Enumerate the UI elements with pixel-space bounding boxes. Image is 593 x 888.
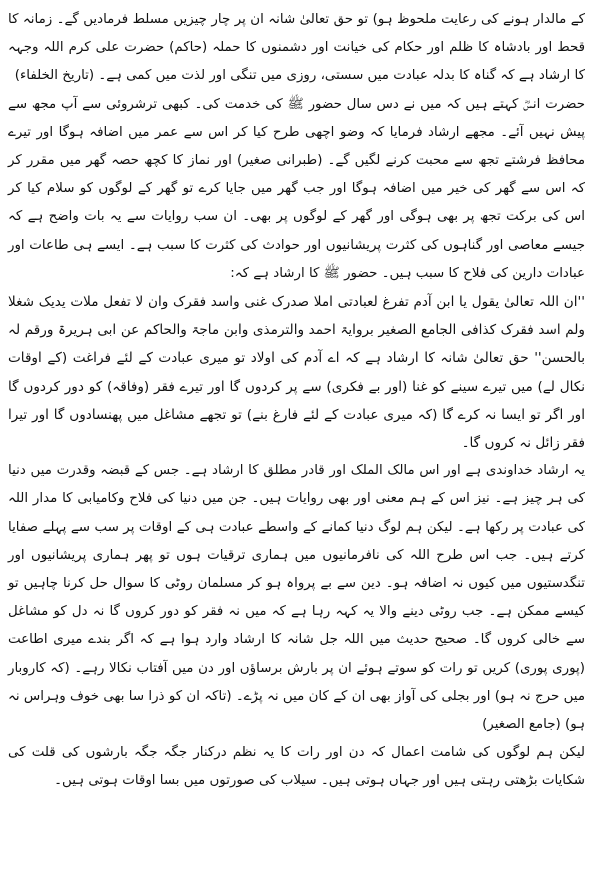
paragraph-1: کے مالدار ہونے کی رعایت ملحوظ ہو) تو حق تعالیٰ شانہ ان پر چار چیزیں مسلط فرمادیں گے۔ زمانہ کا قحط اور بادشاہ کا ظلم اور حکام کی خیانت اور دشمنوں کا حملہ (حاکم) حضرت علی کرم اللہ وجہہ کا ارشاد ہے کہ گناہ کا بدلہ عبادت میں سستی، روزی میں تنگی اور لذت میں کمی ہے۔ (تاریخ الخلفاء) (8, 12, 585, 84)
paragraph-4: یہ ارشاد خداوندی ہے اور اس مالک الملک اور قادر مطلق کا ارشاد ہے۔ جس کے قبضہ وقدرت میں دنیا کی ہر چیز ہے۔ نیز اس کے ہم معنی اور بھی روایات ہیں۔ جن میں دنیا کی فلاح وکامیابی کا مدار اللہ کی عبادت پر رکھا ہے۔ لیکن ہم لوگ دنیا کمانے کے واسطے عبادت ہی کے اوقات پر سب سے پہلے صفایا کرتے ہیں۔ جب اس طرح اللہ کی نافرمانیوں میں ہماری ترقیات ہوں تو پھر ہماری پریشانیوں اور تنگدستیوں میں کیوں نہ اضافہ ہو۔ دین سے بے پرواہ ہو کر مسلمان روٹی کا سوال حل کرنا چاہیں تو کیسے ممکن ہے۔ جب روٹی دینے والا یہ کہہ رہا ہے کہ میں نہ فقر کو دور کروں گا نہ دل کو مشاغل سے خالی کروں گا۔ صحیح حدیث میں اللہ جل شانہ کا ارشاد وارد ہوا ہے کہ اگر بندے میری اطاعت (پوری پوری) کریں تو رات کو سوتے ہوئے ان پر بارش برساؤں اور دن میں آفتاب نکالا رہے۔ (کہ کاروبار میں حرج نہ ہو) اور بجلی کی آواز بھی ان کے کان میں نہ پڑے۔ (تاکہ ان کو ذرا سا بھی خوف وہراس نہ ہو) (جامع الصغیر) (8, 463, 585, 733)
paragraph-2: حضرت انسؓ کہتے ہیں کہ میں نے دس سال حضور ﷺ کی خدمت کی۔ کبھی ترشروئی سے آپ مجھ سے پیش نہیں آئے۔ مجھے ارشاد فرمایا کہ وضو اچھی طرح کیا کر اس سے عمر میں اضافہ ہوگا اور تیرے محافظ فرشتے تجھ سے محبت کرنے لگیں گے۔ (طبرانی صغیر) اور نماز کا کچھ حصہ گھر میں مقرر کر کہ اس سے گھر کی خیر میں اضافہ ہوگا اور جب گھر میں جایا کرے تو گھر کے لوگوں کو سلام کیا کر اس کی برکت تجھ پر بھی ہوگی اور گھر کے لوگوں پر بھی۔ ان سب روایات سے یہ بات واضح ہے کہ جیسے معاصی اور گناہوں کی کثرت پریشانیوں اور حوادث کی کثرت کا سبب ہے۔ ایسے ہی طاعات اور عبادات دارین کی فلاح کا سبب ہیں۔ حضور ﷺ کا ارشاد ہے کہ: (8, 96, 585, 281)
paragraph-5: لیکن ہم لوگوں کی شامت اعمال کہ دن اور رات کا یہ نظم درکنار جگہ جگہ بارشوں کی قلت کی شکایات بڑھتی رہتی ہیں اور جہاں ہوتی ہیں۔ سیلاب کی صورتوں میں بسا اوقات ہوتی ہیں۔ (8, 745, 585, 789)
paragraph-3-hadith: ''ان اللہ تعالیٰ یقول یا ابن آدم تفرغ لعبادتی املا صدرک غنی واسد فقرک وان لا تفعل ملات یدیک شغلا ولم اسد فقرک کذافی الجامع الصغیر بروایۃ احمد والترمذی وابن ماجۃ والحاکم عن ابی ہریرۃ ورقم لہ بالحسن'' حق تعالیٰ شانہ کا ارشاد ہے کہ اے آدم کی اولاد تو میری عبادت کے لئے فراغت (کے اوقات نکال لے) میں تیرے سینے کو غنا (اور بے فکری) سے پر کردوں گا اور تیرے فقر (وفاقہ) کو دور کردوں گا اور اگر تو ایسا نہ کرے گا (کہ میری عبادت کے لئے فارغ بنے) تو تجھے مشاغل میں پھنسادوں گا اور تیرا فقر زائل نہ کروں گا۔ (8, 294, 585, 452)
